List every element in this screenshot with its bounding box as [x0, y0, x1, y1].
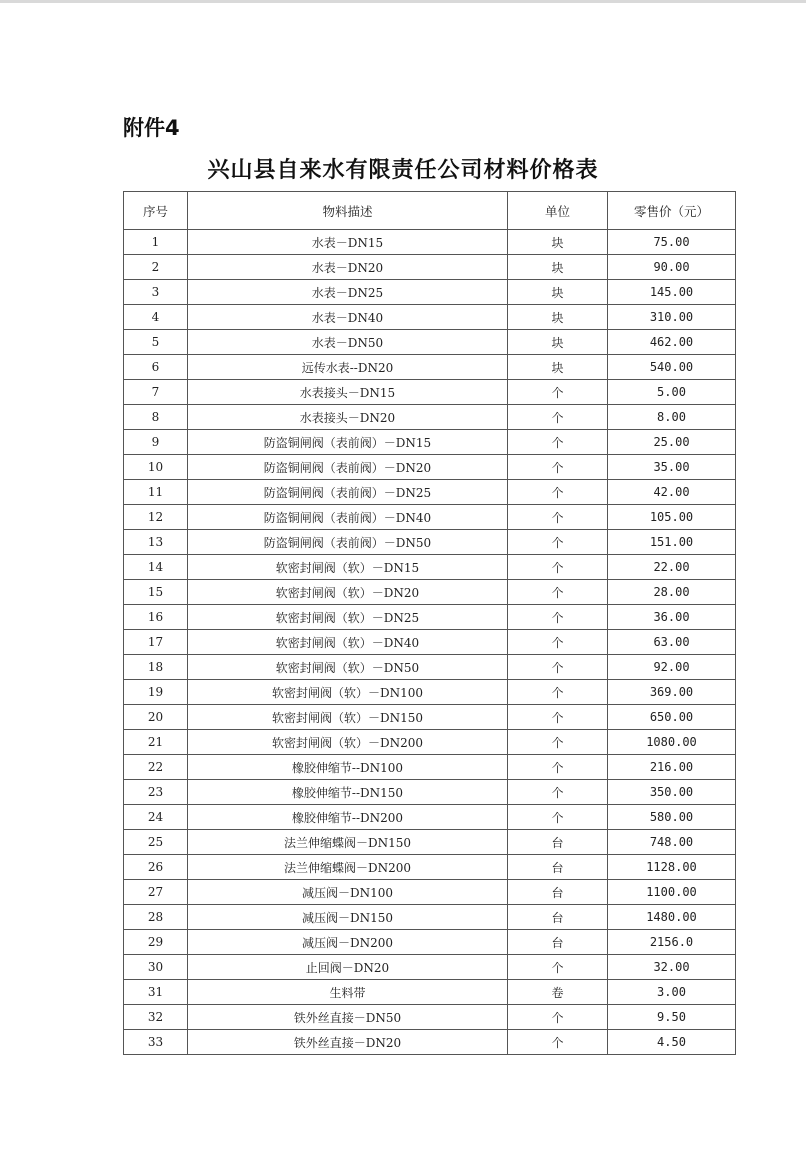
cell-index: 17: [124, 630, 188, 655]
cell-index: 12: [124, 505, 188, 530]
cell-price: 350.00: [608, 780, 736, 805]
cell-unit: 个: [508, 555, 608, 580]
cell-description: 水表－DN25: [188, 280, 508, 305]
cell-index: 5: [124, 330, 188, 355]
cell-unit: 个: [508, 580, 608, 605]
cell-unit: 个: [508, 1030, 608, 1055]
cell-unit: 个: [508, 1005, 608, 1030]
cell-price: 105.00: [608, 505, 736, 530]
table-row: [124, 430, 736, 455]
cell-description: 软密封闸阀（软）－DN150: [188, 705, 508, 730]
cell-unit: 个: [508, 730, 608, 755]
cell-description: 水表－DN15: [188, 230, 508, 255]
cell-unit: 个: [508, 630, 608, 655]
cell-price: 25.00: [608, 430, 736, 455]
cell-description: 软密封闸阀（软）－DN20: [188, 580, 508, 605]
cell-index: 4: [124, 305, 188, 330]
cell-description: 法兰伸缩蝶阀－DN200: [188, 855, 508, 880]
cell-unit: 个: [508, 455, 608, 480]
cell-index: 31: [124, 980, 188, 1005]
cell-description: 水表接头－DN15: [188, 380, 508, 405]
cell-price: 2156.0: [608, 930, 736, 955]
cell-unit: 台: [508, 880, 608, 905]
cell-description: 水表－DN20: [188, 255, 508, 280]
cell-index: 19: [124, 680, 188, 705]
header-retail-price: 零售价（元）: [608, 192, 736, 230]
cell-description: 橡胶伸缩节--DN100: [188, 755, 508, 780]
cell-description: 水表接头－DN20: [188, 405, 508, 430]
cell-description: 止回阀－DN20: [188, 955, 508, 980]
cell-price: 462.00: [608, 330, 736, 355]
cell-index: 8: [124, 405, 188, 430]
cell-unit: 个: [508, 605, 608, 630]
cell-description: 远传水表--DN20: [188, 355, 508, 380]
cell-unit: 块: [508, 355, 608, 380]
cell-unit: 个: [508, 755, 608, 780]
header-description: 物料描述: [188, 192, 508, 230]
cell-unit: 个: [508, 805, 608, 830]
cell-price: 650.00: [608, 705, 736, 730]
cell-unit: 台: [508, 830, 608, 855]
cell-index: 16: [124, 605, 188, 630]
cell-price: 35.00: [608, 455, 736, 480]
cell-index: 32: [124, 1005, 188, 1030]
cell-index: 24: [124, 805, 188, 830]
cell-index: 18: [124, 655, 188, 680]
table-row: [124, 980, 736, 1005]
cell-unit: 块: [508, 305, 608, 330]
table-row: [124, 830, 736, 855]
cell-price: 63.00: [608, 630, 736, 655]
cell-description: 防盗铜闸阀（表前阀）－DN40: [188, 505, 508, 530]
cell-index: 9: [124, 430, 188, 455]
cell-unit: 块: [508, 255, 608, 280]
cell-price: 8.00: [608, 405, 736, 430]
cell-index: 2: [124, 255, 188, 280]
cell-description: 减压阀－DN150: [188, 905, 508, 930]
table-row: [124, 380, 736, 405]
table-row: [124, 680, 736, 705]
table-row: [124, 355, 736, 380]
cell-description: 橡胶伸缩节--DN150: [188, 780, 508, 805]
cell-unit: 个: [508, 480, 608, 505]
table-row: [124, 955, 736, 980]
cell-index: 14: [124, 555, 188, 580]
cell-unit: 个: [508, 705, 608, 730]
cell-unit: 个: [508, 530, 608, 555]
table-row: [124, 730, 736, 755]
cell-index: 28: [124, 905, 188, 930]
cell-index: 29: [124, 930, 188, 955]
cell-index: 20: [124, 705, 188, 730]
cell-index: 1: [124, 230, 188, 255]
table-row: [124, 230, 736, 255]
cell-price: 1080.00: [608, 730, 736, 755]
table-row: [124, 1005, 736, 1030]
cell-price: 369.00: [608, 680, 736, 705]
cell-index: 6: [124, 355, 188, 380]
cell-unit: 个: [508, 955, 608, 980]
cell-price: 92.00: [608, 655, 736, 680]
cell-unit: 块: [508, 330, 608, 355]
cell-price: 75.00: [608, 230, 736, 255]
table-row: [124, 855, 736, 880]
header-unit: 单位: [508, 192, 608, 230]
cell-unit: 卷: [508, 980, 608, 1005]
table-row: [124, 330, 736, 355]
table-row: [124, 605, 736, 630]
cell-index: 3: [124, 280, 188, 305]
cell-unit: 个: [508, 380, 608, 405]
table-row: [124, 455, 736, 480]
table-row: [124, 780, 736, 805]
cell-price: 28.00: [608, 580, 736, 605]
table-row: [124, 755, 736, 780]
cell-description: 软密封闸阀（软）－DN50: [188, 655, 508, 680]
cell-price: 1100.00: [608, 880, 736, 905]
cell-description: 防盗铜闸阀（表前阀）－DN25: [188, 480, 508, 505]
cell-price: 3.00: [608, 980, 736, 1005]
table-row: [124, 705, 736, 730]
cell-description: 软密封闸阀（软）－DN25: [188, 605, 508, 630]
table-row: [124, 405, 736, 430]
table-row: [124, 655, 736, 680]
cell-unit: 块: [508, 230, 608, 255]
cell-index: 27: [124, 880, 188, 905]
cell-unit: 个: [508, 505, 608, 530]
cell-index: 25: [124, 830, 188, 855]
cell-index: 23: [124, 780, 188, 805]
cell-price: 5.00: [608, 380, 736, 405]
cell-description: 防盗铜闸阀（表前阀）－DN15: [188, 430, 508, 455]
table-row: [124, 1030, 736, 1055]
cell-price: 42.00: [608, 480, 736, 505]
table-row: [124, 930, 736, 955]
cell-index: 26: [124, 855, 188, 880]
table-row: [124, 255, 736, 280]
cell-index: 11: [124, 480, 188, 505]
table-row: [124, 580, 736, 605]
cell-index: 30: [124, 955, 188, 980]
cell-description: 法兰伸缩蝶阀－DN150: [188, 830, 508, 855]
header-index: 序号: [124, 192, 188, 230]
table-row: [124, 805, 736, 830]
cell-description: 防盗铜闸阀（表前阀）－DN20: [188, 455, 508, 480]
table-row: [124, 480, 736, 505]
document-title: 兴山县自来水有限责任公司材料价格表: [207, 158, 599, 183]
cell-description: 防盗铜闸阀（表前阀）－DN50: [188, 530, 508, 555]
table-header-row: [124, 192, 736, 230]
table-row: [124, 505, 736, 530]
cell-unit: 个: [508, 405, 608, 430]
cell-index: 33: [124, 1030, 188, 1055]
table-row: [124, 630, 736, 655]
table-row: [124, 555, 736, 580]
cell-unit: 台: [508, 855, 608, 880]
cell-price: 580.00: [608, 805, 736, 830]
top-edge-line: [0, 0, 806, 3]
cell-price: 90.00: [608, 255, 736, 280]
cell-price: 9.50: [608, 1005, 736, 1030]
cell-index: 15: [124, 580, 188, 605]
cell-description: 水表－DN40: [188, 305, 508, 330]
cell-index: 22: [124, 755, 188, 780]
cell-description: 减压阀－DN100: [188, 880, 508, 905]
price-table: [123, 191, 736, 1055]
table-row: [124, 280, 736, 305]
cell-price: 4.50: [608, 1030, 736, 1055]
cell-price: 145.00: [608, 280, 736, 305]
cell-unit: 台: [508, 905, 608, 930]
cell-index: 10: [124, 455, 188, 480]
table-row: [124, 880, 736, 905]
cell-index: 13: [124, 530, 188, 555]
cell-price: 310.00: [608, 305, 736, 330]
annex-label: 附件4: [123, 116, 180, 140]
cell-unit: 块: [508, 280, 608, 305]
cell-price: 36.00: [608, 605, 736, 630]
cell-description: 铁外丝直接－DN20: [188, 1030, 508, 1055]
table-row: [124, 530, 736, 555]
cell-unit: 台: [508, 930, 608, 955]
cell-price: 1480.00: [608, 905, 736, 930]
cell-price: 748.00: [608, 830, 736, 855]
cell-index: 21: [124, 730, 188, 755]
cell-description: 生料带: [188, 980, 508, 1005]
cell-description: 软密封闸阀（软）－DN40: [188, 630, 508, 655]
table-row: [124, 305, 736, 330]
cell-description: 软密封闸阀（软）－DN100: [188, 680, 508, 705]
cell-price: 1128.00: [608, 855, 736, 880]
cell-price: 216.00: [608, 755, 736, 780]
table-row: [124, 905, 736, 930]
cell-price: 32.00: [608, 955, 736, 980]
cell-unit: 个: [508, 780, 608, 805]
cell-price: 540.00: [608, 355, 736, 380]
cell-description: 减压阀－DN200: [188, 930, 508, 955]
cell-description: 软密封闸阀（软）－DN200: [188, 730, 508, 755]
cell-price: 22.00: [608, 555, 736, 580]
cell-index: 7: [124, 380, 188, 405]
cell-unit: 个: [508, 655, 608, 680]
cell-description: 水表－DN50: [188, 330, 508, 355]
cell-price: 151.00: [608, 530, 736, 555]
cell-unit: 个: [508, 680, 608, 705]
cell-description: 铁外丝直接－DN50: [188, 1005, 508, 1030]
cell-description: 软密封闸阀（软）－DN15: [188, 555, 508, 580]
cell-unit: 个: [508, 430, 608, 455]
cell-description: 橡胶伸缩节--DN200: [188, 805, 508, 830]
